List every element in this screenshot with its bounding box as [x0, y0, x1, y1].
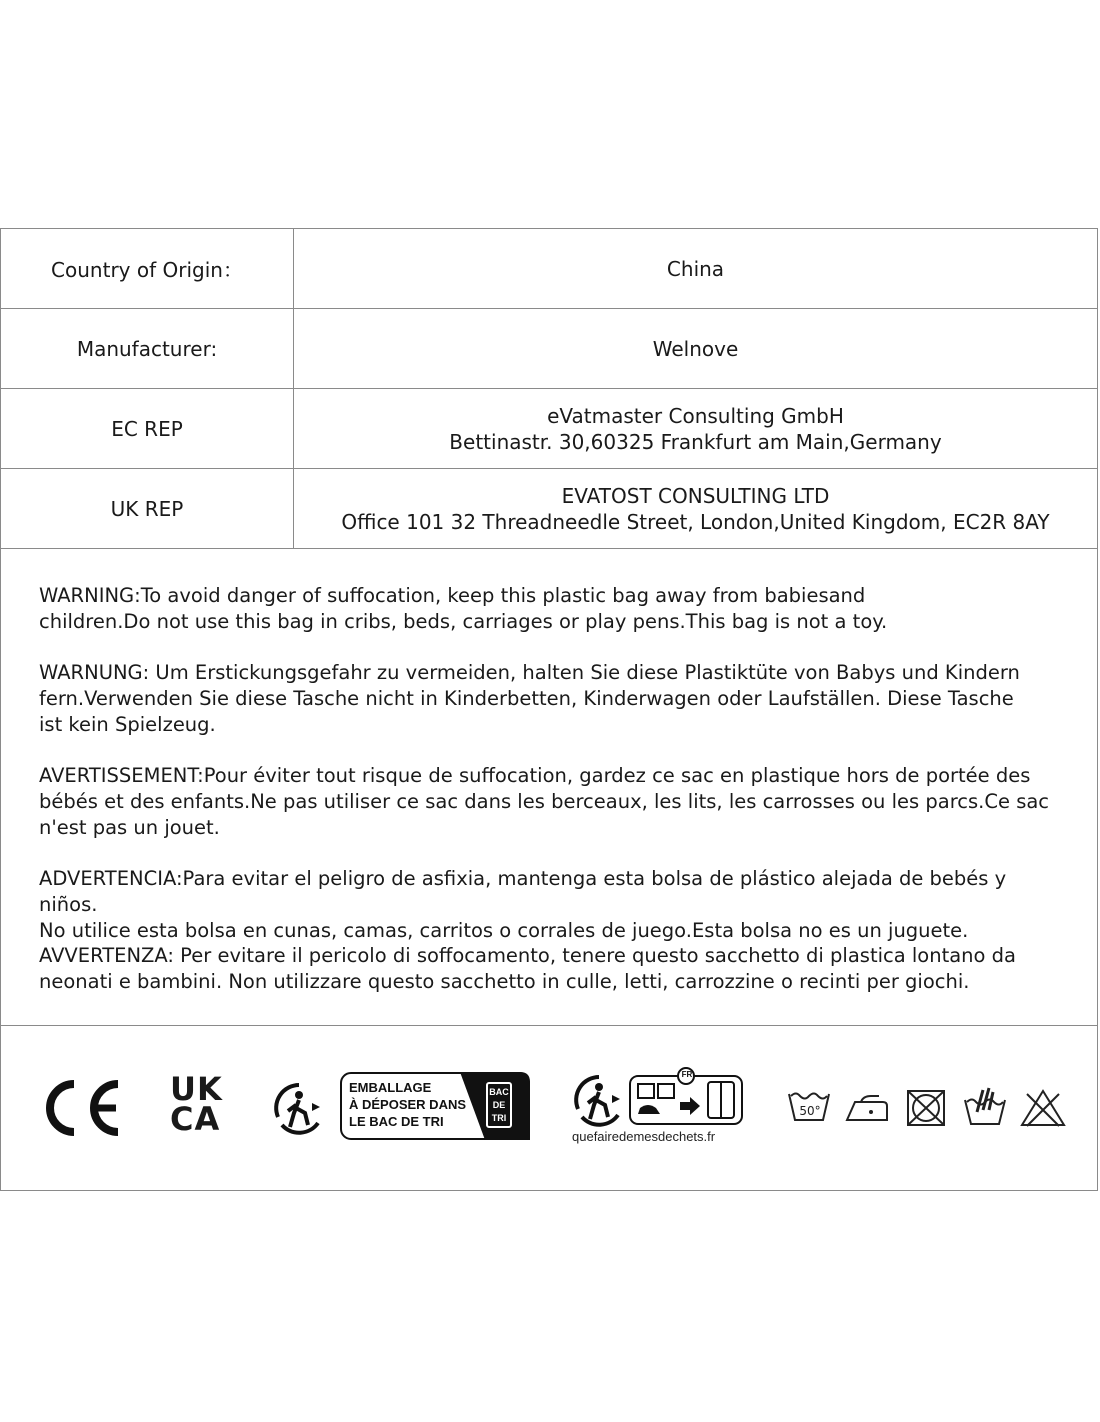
ce-mark-icon: [40, 1078, 124, 1138]
wash-temp: 50°: [799, 1104, 821, 1118]
value-line: Welnove: [652, 336, 739, 361]
text-line: WARNUNG: Um Erstickungsgefahr zu vermeiden, halten Sie diese Plastiktüte von Babys und Kindern: [39, 661, 1020, 684]
table-row: [1, 229, 1097, 309]
logos-strip: [0, 1025, 1098, 1192]
warning-fr: [39, 763, 1069, 841]
text-line: WARNING:To avoid danger of suffocation, keep this plastic bag away from babiesand: [39, 584, 866, 607]
text-line: ist kein Spielzeug.: [39, 713, 216, 736]
value-line: EVATOST CONSULTING LTD: [561, 483, 830, 508]
value-line: Bettinastr. 30,60325 Frankfurt am Main,Germany: [449, 429, 942, 454]
no-bleach-icon: [1019, 1088, 1067, 1128]
row-label: EC REP: [1, 389, 294, 468]
ukca-top: UK: [170, 1070, 223, 1108]
text-line: No utilice esta bolsa en cunas, camas, carritos o corrales de juego.Esta bolsa no es un juguete.: [39, 919, 969, 942]
hand-wash-icon: [963, 1084, 1007, 1126]
table-row: [1, 469, 1097, 549]
text-line: ADVERTENCIA:Para evitar el peligro de asfixia, mantenga esta bolsa de plástico alejada de bebés y niños.: [39, 867, 1007, 916]
row-value: [294, 469, 1097, 548]
row-value: [294, 389, 1097, 468]
row-label: Country of Origin：: [1, 229, 294, 308]
ukca-mark-icon: [170, 1070, 232, 1138]
table-row: [1, 309, 1097, 389]
triman-icon: [272, 1081, 326, 1135]
text-line: children.Do not use this bag in cribs, beds, carriages or play pens.This bag is not a toy.: [39, 610, 888, 633]
value-line: China: [666, 256, 725, 281]
value-line: eVatmaster Consulting GmbH: [547, 403, 844, 428]
sorting-text: [349, 1079, 466, 1130]
text-line: neonati e bambini. Non utilizzare questo sacchetto in culle, letti, carrozzine o recinti per giochi.: [39, 970, 970, 993]
text-line: n'est pas un jouet.: [39, 816, 220, 839]
triman-icon: [572, 1073, 626, 1127]
warning-de: [39, 660, 1069, 738]
row-label: UK REP: [1, 469, 294, 548]
row-label: Manufacturer:: [1, 309, 294, 388]
website-label: quefairedemesdechets.fr: [572, 1129, 716, 1144]
warning-it: [39, 943, 1069, 995]
ukca-bottom: CA: [170, 1100, 221, 1138]
text-line: LE BAC DE TRI: [349, 1114, 444, 1129]
table-row: [1, 389, 1097, 469]
text-line: DE: [492, 1100, 506, 1110]
text-line: AVVERTENZA: Per evitare il pericolo di soffocamento, tenere questo sacchetto di plastica lontano da: [39, 944, 1016, 967]
text-line: AVERTISSEMENT:Pour éviter tout risque de suffocation, gardez ce sac en plastique hors de portée des: [39, 764, 1031, 787]
row-value: [294, 309, 1097, 388]
text-line: fern.Verwenden Sie diese Tasche nicht in Kinderbetten, Kinderwagen oder Laufställen. Diese Tasche: [39, 687, 1014, 710]
sorting-info-panel: [340, 1072, 530, 1140]
iron-icon: [843, 1092, 891, 1124]
warning-en: [39, 583, 1069, 635]
sorting-bin-icon: [486, 1082, 512, 1128]
text-line: TRI: [491, 1113, 507, 1123]
text-line: bébés et des enfants.Ne pas utiliser ce sac dans les berceaux, les lits, les carrosses ou les parcs.Ce sac: [39, 790, 1050, 813]
warning-es: [39, 866, 1069, 944]
no-tumble-dry-icon: [905, 1088, 947, 1128]
text-line: BAC: [489, 1087, 509, 1097]
row-value: [294, 229, 1097, 308]
text-line: À DÉPOSER DANS: [349, 1097, 467, 1112]
text-line: EMBALLAGE: [349, 1080, 432, 1095]
value-line: Office 101 32 Threadneedle Street, London,United Kingdom, EC2R 8AY: [341, 509, 1050, 534]
fr-badge: FR: [681, 1070, 693, 1079]
